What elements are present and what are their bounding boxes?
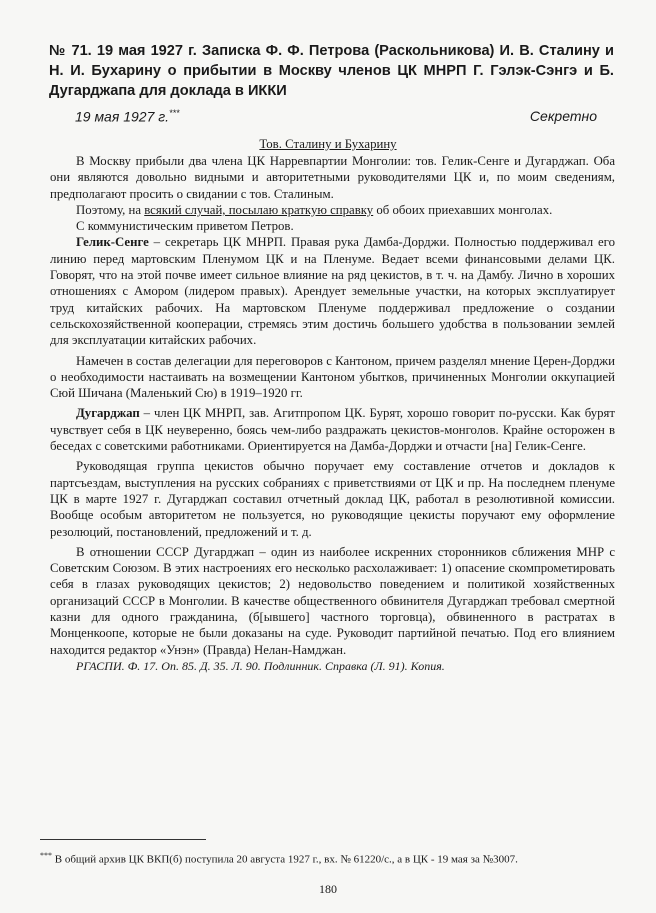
paragraph-delegation: Намечен в состав делегации для переговоров с Кантоном, причем разделял мнение Церен-Дорджи о необходимости настаивать на возмещении Кантоном убытков, причиненных Монголии оккупацией Сюй Шичана (Маленький Сю) в 1919–1920 гг.: [50, 353, 615, 401]
footnote: [40, 851, 620, 866]
closing-greeting: С коммунистическим приветом Петров.: [76, 219, 294, 234]
footnote-text: В общий архив ЦК ВКП(б) поступила 20 августа 1927 г., вх. № 61220/с., а в ЦК - 19 мая за №3007.: [52, 853, 518, 866]
document-body: [50, 153, 615, 674]
document-heading: № 71. 19 мая 1927 г. Записка Ф. Ф. Петрова (Раскольникова) И. В. Сталину и Н. И. Бухарину о прибытии в Москву членов ЦК МНРП Г. Гэлэк-Сэнгэ и Б. Дугарджапа для доклада в ИККИ: [49, 43, 614, 99]
archive-source: РГАСПИ. Ф. 17. Оп. 85. Д. 35. Л. 90. Подлинник. Справка (Л. 91). Копия.: [76, 658, 445, 673]
underlined-phrase: всякий случай, посылаю краткую справку: [144, 202, 374, 217]
page-number: 180: [319, 882, 337, 896]
gelik-name: Гелик-Сенге: [76, 235, 149, 250]
footnote-marker: ***: [40, 851, 52, 860]
paragraph-ussr: В отношении СССР Дугарджап – один из наиболее искренних сторонников сближения МНР с Советским Союзом. В этих настроениях его несколько расхолаживает: 1) опасение скомпрометировать себя в глазах руководящих цекистов; 2) недовольство поведением и политикой хозяйственных организаций СССР в Монголии. В качестве общественного обвинителя Дугарджап требовал смертной казни для одного гражданина, (б[ывшего] частного торговца), обвиненного в растратах в Монценкоопе, которые не были доказаны на суде. Руководит партийной печатью. Под его влиянием находится редактор «Унэн» (Правда) Нелан-Намджан.: [50, 544, 615, 657]
dugar-name: Дугарджап: [76, 406, 140, 421]
date-footnote-marker: ***: [169, 108, 180, 118]
classification-label: Секретно: [529, 108, 597, 124]
paragraph-leadership: Руководящая группа цекистов обычно поручает ему составление отчетов и докладов к партсъездам, выступления на русских собраниях с приветствиями от ЦК и пр. На последнем пленуме ЦК в марте 1927 г. Дугарджап составил отчетный доклад ЦК, работал в резолютивной комиссии. Вообще особым авторитетом не пользуется, но руководящие цекисты поручают ему оформление резолюций, постановлений, предложений и т. д.: [50, 459, 615, 539]
paragraph-dugar: Дугарджап – член ЦК МНРП, зав. Агитпропом ЦК. Бурят, хорошо говорит по-русски. Как бурят чувствует себя в ЦК неуверенно, боясь чем-либо раздражать цекистов-монголов. Крайне осторожен в беседах с советскими работниками. Ориентируется на Дамба-Дорджи и отчасти [на] Гелик-Сенге.: [50, 406, 615, 454]
addressee: Тов. Сталину и Бухарину: [259, 137, 397, 151]
footnote-divider: [40, 839, 206, 840]
paragraph-1: В Москву прибыли два члена ЦК Нарревпартии Монголии: тов. Гелик-Сенге и Дугарджап. Оба они являются довольно видными и авторитетными руководителями ЦК и, по моим сведениям, предполагают просить о свидании с тов. Сталиным.: [50, 154, 615, 201]
document-date: 19 мая 1927 г.***: [75, 108, 180, 125]
paragraph-gelik: Гелик-Сенге – секретарь ЦК МНРП. Правая рука Дамба-Дорджи. Полностью поддерживал его линию перед мартовским Пленумом ЦК и на Пленуме. Ведает всеми финансовыми делами ЦК. Говорят, что на этой почве имеет сильное влияние на ряд цекистов, в т. ч. на Дамбу. Лично в хороших отношениях с Амором (лидером правых). Арендует земельные участки, на которых эксплуатирует труд китайских рабочих. На мартовском Пленуме поддерживал предложение о создании сельскохозяйственной кооперации, стремясь этим достичь большего удобства в пользовании землей для эксплуатации китайских рабочих.: [50, 235, 615, 348]
dateline: [75, 108, 597, 125]
paragraph-2: Поэтому, на всякий случай, посылаю краткую справку об обоих приехавших монголах.: [76, 202, 553, 217]
